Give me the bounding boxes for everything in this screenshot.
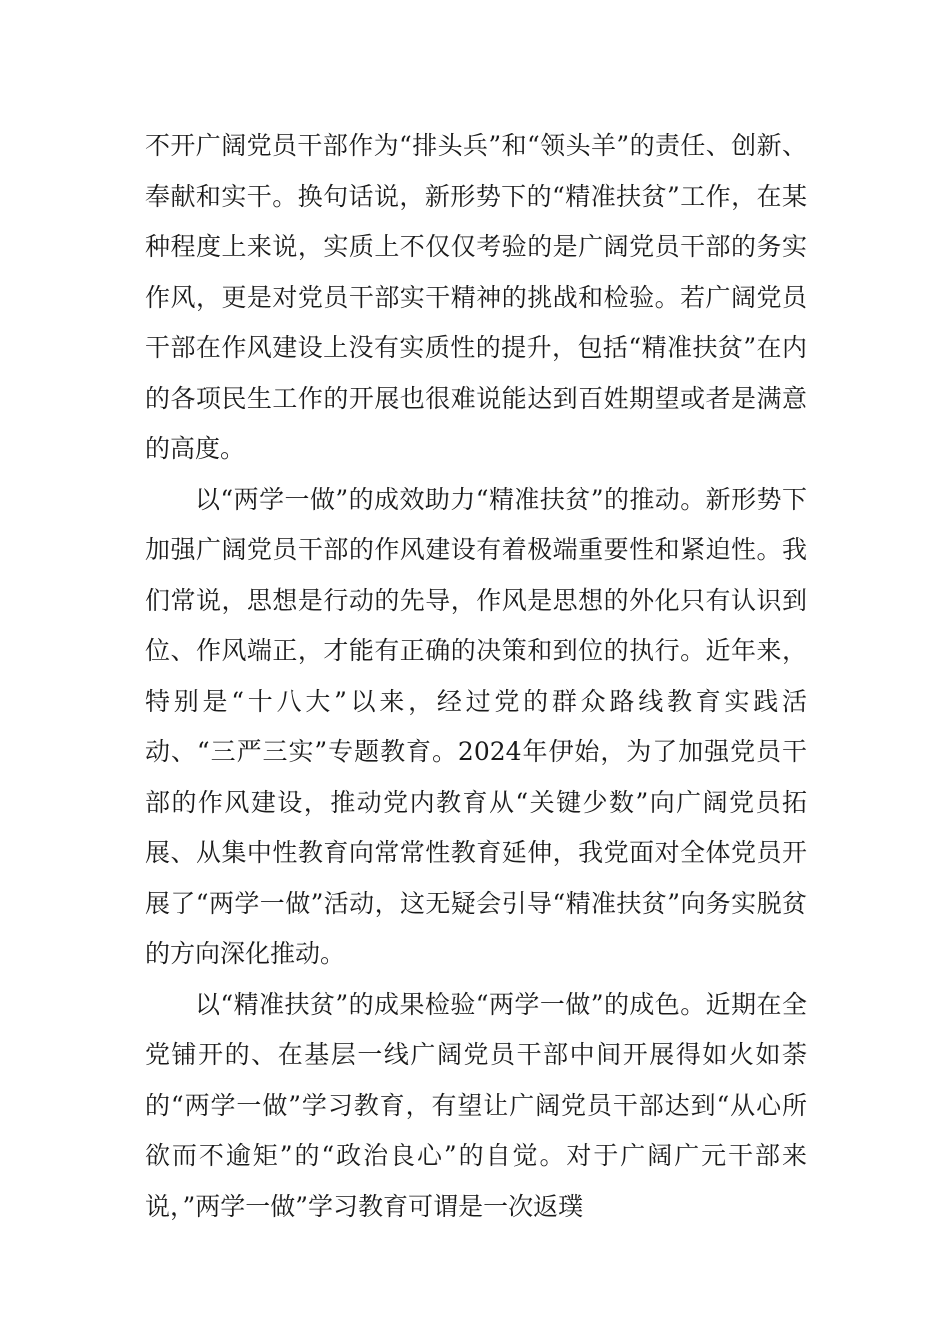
paragraph-3: 以“精准扶贫”的成果检验“两学一做”的成色。近期在全党铺开的、在基层一线广阔党员干部中间开展得如火如荼的“两学一做”学习教育，有望让广阔党员干部达到“从心所欲而不逾矩”的“政治良心”的自觉。对于广阔广元干部来说，”两学一做”学习教育可谓是一次返璞 [145,989,807,1221]
paragraph-1: 不开广阔党员干部作为“排头兵”和“领头羊”的责任、创新、奉献和实干。换句话说，新形势下的“精准扶贫”工作，在某种程度上来说，实质上不仅仅考验的是广阔党员干部的务实作风，更是对党员干部实干精神的挑战和检验。若广阔党员干部在作风建设上没有实质性的提升，包括“精准扶贫”在内的各项民生工作的开展也很难说能达到百姓期望或者是满意的高度。 [145,131,807,463]
paragraph-2: 以“两学一做”的成效助力“精准扶贫”的推动。新形势下加强广阔党员干部的作风建设有着极端重要性和紧迫性。我们常说，思想是行动的先导，作风是思想的外化只有认识到位、作风端正，才能有正确的决策和到位的执行。近年来，特别是“十八大”以来，经过党的群众路线教育实践活动、“三严三实”专题教育。2024年伊始，为了加强党员干部的作风建设，推动党内教育从“关键少数”向广阔党员拓展、从集中性教育向常常性教育延伸，我党面对全体党员开展了“两学一做”活动，这无疑会引导“精准扶贫”向务实脱贫的方向深化推动。 [145,484,807,968]
document-body [145,121,807,1232]
